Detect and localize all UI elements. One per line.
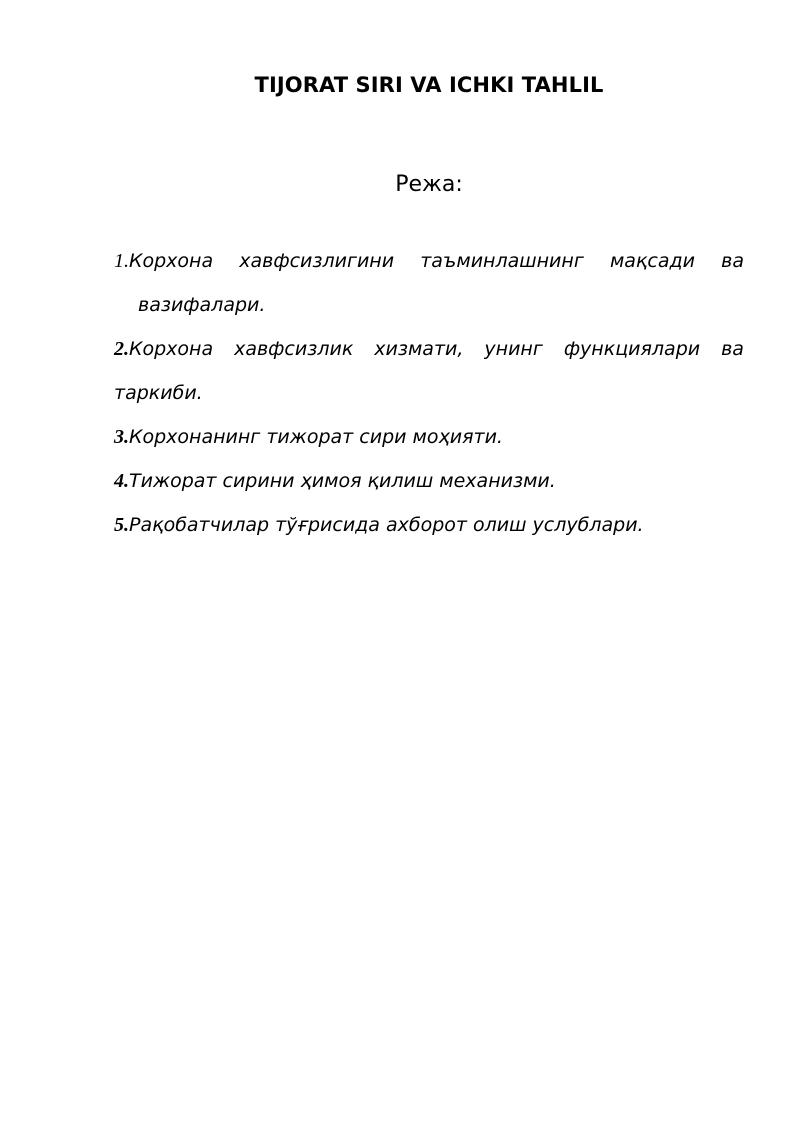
plan-item-word: хизмати, bbox=[374, 338, 464, 360]
plan-item-number: 1. bbox=[114, 250, 129, 272]
plan-item-text: Корхонанинг тижорат сири моҳияти. bbox=[129, 426, 503, 448]
plan-item-1-line-1 bbox=[114, 246, 744, 290]
plan-item-5 bbox=[114, 510, 744, 554]
plan-item-1-first-word bbox=[114, 246, 213, 290]
plan-item-2-first-word bbox=[114, 334, 213, 378]
plan-item-1 bbox=[114, 246, 744, 334]
plan-item-5-line bbox=[114, 510, 744, 554]
plan-item-4 bbox=[114, 466, 744, 510]
plan-item-text: Тижорат сирини ҳимоя қилиш механизми. bbox=[129, 470, 556, 492]
plan-item-word: ва bbox=[721, 338, 744, 360]
plan-heading: Режа: bbox=[395, 172, 463, 197]
plan-item-word: мақсади bbox=[609, 250, 695, 272]
plan-item-2 bbox=[114, 334, 744, 422]
plan-item-number: 4. bbox=[114, 470, 129, 492]
plan-item-number: 5. bbox=[114, 514, 129, 536]
document-title: TIJORAT SIRI VA ICHKI TAHLIL bbox=[254, 73, 604, 97]
plan-item-word: ва bbox=[721, 250, 744, 272]
plan-item-word: функциялари bbox=[563, 338, 701, 360]
plan-item-word: унинг bbox=[484, 338, 543, 360]
plan-item-4-line bbox=[114, 466, 744, 510]
plan-item-word: Корхона bbox=[129, 250, 214, 272]
plan-item-1-line-2: вазифалари. bbox=[138, 294, 266, 316]
plan-item-word: таъминлашнинг bbox=[420, 250, 584, 272]
plan-item-word: хавфсизлигини bbox=[239, 250, 395, 272]
plan-item-text: Рақобатчилар тўғрисида ахборот олиш услублари. bbox=[129, 514, 644, 536]
plan-item-word: Корхона bbox=[129, 338, 214, 360]
plan-item-3-line bbox=[114, 422, 744, 466]
plan-item-3 bbox=[114, 422, 744, 466]
plan-item-word: хавфсизлик bbox=[234, 338, 354, 360]
plan-item-2-line-2: таркиби. bbox=[114, 382, 203, 404]
plan-item-number: 2. bbox=[114, 338, 129, 360]
plan-item-2-line-1 bbox=[114, 334, 744, 378]
plan-item-number: 3. bbox=[114, 426, 129, 448]
